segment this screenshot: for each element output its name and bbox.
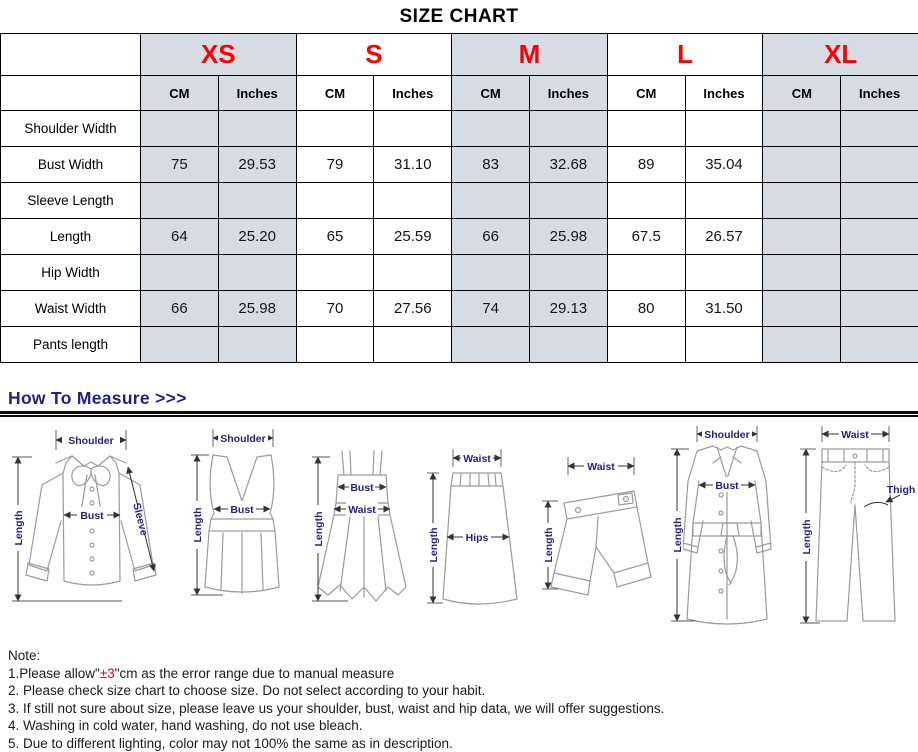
unit-header-cm: CM [452,76,530,111]
measure-heading: How To Measure >>> [8,388,918,409]
row-label: Length [1,219,141,255]
size-cell: 67.5 [607,219,685,255]
table-row-sleeve-length [1,183,918,219]
size-cell [141,255,219,291]
skirt-figure [423,443,531,645]
size-cell [841,183,918,219]
note-1-tolerance: ±3 [100,666,115,681]
size-cell: 25.98 [529,219,607,255]
length-dimension [671,449,695,621]
size-cell [841,327,918,363]
size-cell [841,291,918,327]
size-cell: 35.04 [685,147,763,183]
size-cell: 89 [607,147,685,183]
size-cell [607,255,685,291]
size-cell: 32.68 [529,147,607,183]
size-cell: 25.59 [374,219,452,255]
waist-dimension [334,502,390,516]
shorts-figure [534,451,659,653]
length-dimension [12,457,122,601]
table-row-hip-width [1,255,918,291]
size-cell: 29.53 [218,147,296,183]
note-line-2: 2. Please check size chart to choose size. Do not select according to your habit. [8,682,918,700]
size-table [0,33,918,363]
unit-header-cm: CM [141,76,219,111]
notes-section [8,647,918,752]
unit-header-cm: CM [296,76,374,111]
size-cell [841,111,918,147]
size-cell: 65 [296,219,374,255]
cami-dress-figure [304,429,419,631]
size-cell: 74 [452,291,530,327]
table-row-shoulder-width [1,111,918,147]
size-cell [841,255,918,291]
size-cell [218,255,296,291]
size-cell: 66 [141,291,219,327]
hips-label: Hips [465,532,488,544]
size-cell: 31.50 [685,291,763,327]
size-cell [763,255,841,291]
length-label: Length [543,528,555,563]
size-cell [529,111,607,147]
size-cell [685,111,763,147]
note-1-suffix: "cm as the error range due to manual measure [115,666,394,681]
size-cell [141,111,219,147]
size-header-row [1,34,918,76]
waist-dimension [822,426,889,442]
size-cell [763,183,841,219]
length-dimension [542,501,558,589]
bust-label: Bust [230,504,254,516]
waist-label: Waist [463,453,491,465]
bust-dimension [214,501,270,516]
size-cell [607,111,685,147]
sleeve-label: Sleeve [130,502,150,537]
note-line-5: 5. Due to different lighting, color may not 100% the same as in description. [8,735,918,752]
bust-label: Bust [715,480,739,492]
size-cell [685,183,763,219]
row-label: Pants length [1,327,141,363]
shoulder-label: Shoulder [220,433,266,445]
size-cell [452,255,530,291]
size-cell [218,183,296,219]
bust-label: Bust [80,510,104,522]
size-cell: 79 [296,147,374,183]
size-cell [763,147,841,183]
size-cell [685,255,763,291]
size-header-xl: XL [763,34,918,76]
shoulder-dimension [213,429,273,447]
size-cell [841,219,918,255]
waist-dimension [568,457,634,475]
tank-top-figure [183,423,301,625]
size-cell [529,327,607,363]
size-cell: 70 [296,291,374,327]
length-label: Length [672,518,684,553]
length-label: Length [192,508,204,543]
bust-dimension [338,479,386,494]
row-label: Shoulder Width [1,111,141,147]
size-cell [452,111,530,147]
size-cell [374,111,452,147]
waist-label: Waist [587,461,615,473]
size-cell: 66 [452,219,530,255]
corner-cell [1,34,141,76]
row-label: Waist Width [1,291,141,327]
size-cell [685,327,763,363]
row-label: Sleeve Length [1,183,141,219]
size-cell [296,327,374,363]
size-cell: 25.20 [218,219,296,255]
notes-heading: Note: [8,647,918,665]
size-cell: 27.56 [374,291,452,327]
row-label: Bust Width [1,147,141,183]
jeans-outline [816,449,895,621]
length-label: Length [313,512,325,547]
note-line-3: 3. If still not sure about size, please leave us your shoulder, bust, waist and hip data, we will offer suggestions. [8,700,918,718]
size-cell [141,327,219,363]
length-label: Length [801,520,813,555]
size-cell [374,327,452,363]
size-header-xs: XS [141,34,297,76]
blouse-figure [4,423,179,625]
unit-header-inches: Inches [374,76,452,111]
shoulder-label: Shoulder [704,429,750,441]
note-line-1 [8,665,918,683]
unit-header-row [1,76,918,111]
size-cell: 25.98 [218,291,296,327]
size-cell [218,111,296,147]
size-cell: 31.10 [374,147,452,183]
table-row-waist-width [1,291,918,327]
shoulder-label: Shoulder [68,435,114,447]
row-label: Hip Width [1,255,141,291]
size-cell [763,291,841,327]
cami-dress-outline [318,451,406,601]
jeans-figure [794,423,916,635]
shoulder-dimension [56,430,126,450]
table-row-bust-width [1,147,918,183]
size-cell [296,183,374,219]
unit-header-inches: Inches [841,76,918,111]
size-header-s: S [296,34,452,76]
size-cell: 80 [607,291,685,327]
size-cell [607,183,685,219]
size-cell [529,183,607,219]
size-cell [296,111,374,147]
size-cell [529,255,607,291]
bust-dimension [64,507,120,522]
size-cell [607,327,685,363]
size-cell: 29.13 [529,291,607,327]
waist-label: Waist [841,429,869,441]
shorts-outline [551,491,651,595]
trench-coat-figure [663,423,791,635]
hips-dimension [447,532,509,544]
size-cell [374,255,452,291]
unit-header-inches: Inches [529,76,607,111]
unit-header-inches: Inches [218,76,296,111]
size-cell: 26.57 [685,219,763,255]
tank-top-outline [205,455,279,593]
unit-header-inches: Inches [685,76,763,111]
table-row-pants-length [1,327,918,363]
unit-header-cm: CM [763,76,841,111]
waist-dimension [453,449,501,467]
length-dimension [191,455,223,595]
length-label: Length [13,511,25,546]
size-cell [763,327,841,363]
page-title: SIZE CHART [0,0,918,33]
bust-label: Bust [350,482,374,494]
sleeve-dimension [128,467,154,571]
table-row-length [1,219,918,255]
size-cell [452,183,530,219]
size-cell [218,327,296,363]
size-cell [763,111,841,147]
shoulder-dimension [697,426,757,442]
size-cell [841,147,918,183]
size-cell [296,255,374,291]
size-cell [763,219,841,255]
thigh-dimension [864,484,915,507]
size-header-l: L [607,34,763,76]
length-label: Length [428,528,440,563]
size-cell [452,327,530,363]
thigh-label: Thigh [887,484,916,496]
note-1-prefix: 1.Please allow" [8,666,100,681]
note-line-4: 4. Washing in cold water, hand washing, do not use bleach. [8,717,918,735]
size-cell [141,183,219,219]
bust-dimension [699,477,755,492]
waist-label: Waist [348,504,376,516]
size-cell: 83 [452,147,530,183]
length-dimension [312,457,348,601]
unit-header-cm: CM [607,76,685,111]
trench-coat-outline [683,446,771,624]
length-dimension [427,473,443,603]
measure-figures [0,417,918,641]
size-cell: 64 [141,219,219,255]
size-cell: 75 [141,147,219,183]
size-cell [374,183,452,219]
size-header-m: M [452,34,608,76]
corner-cell-2 [1,76,141,111]
